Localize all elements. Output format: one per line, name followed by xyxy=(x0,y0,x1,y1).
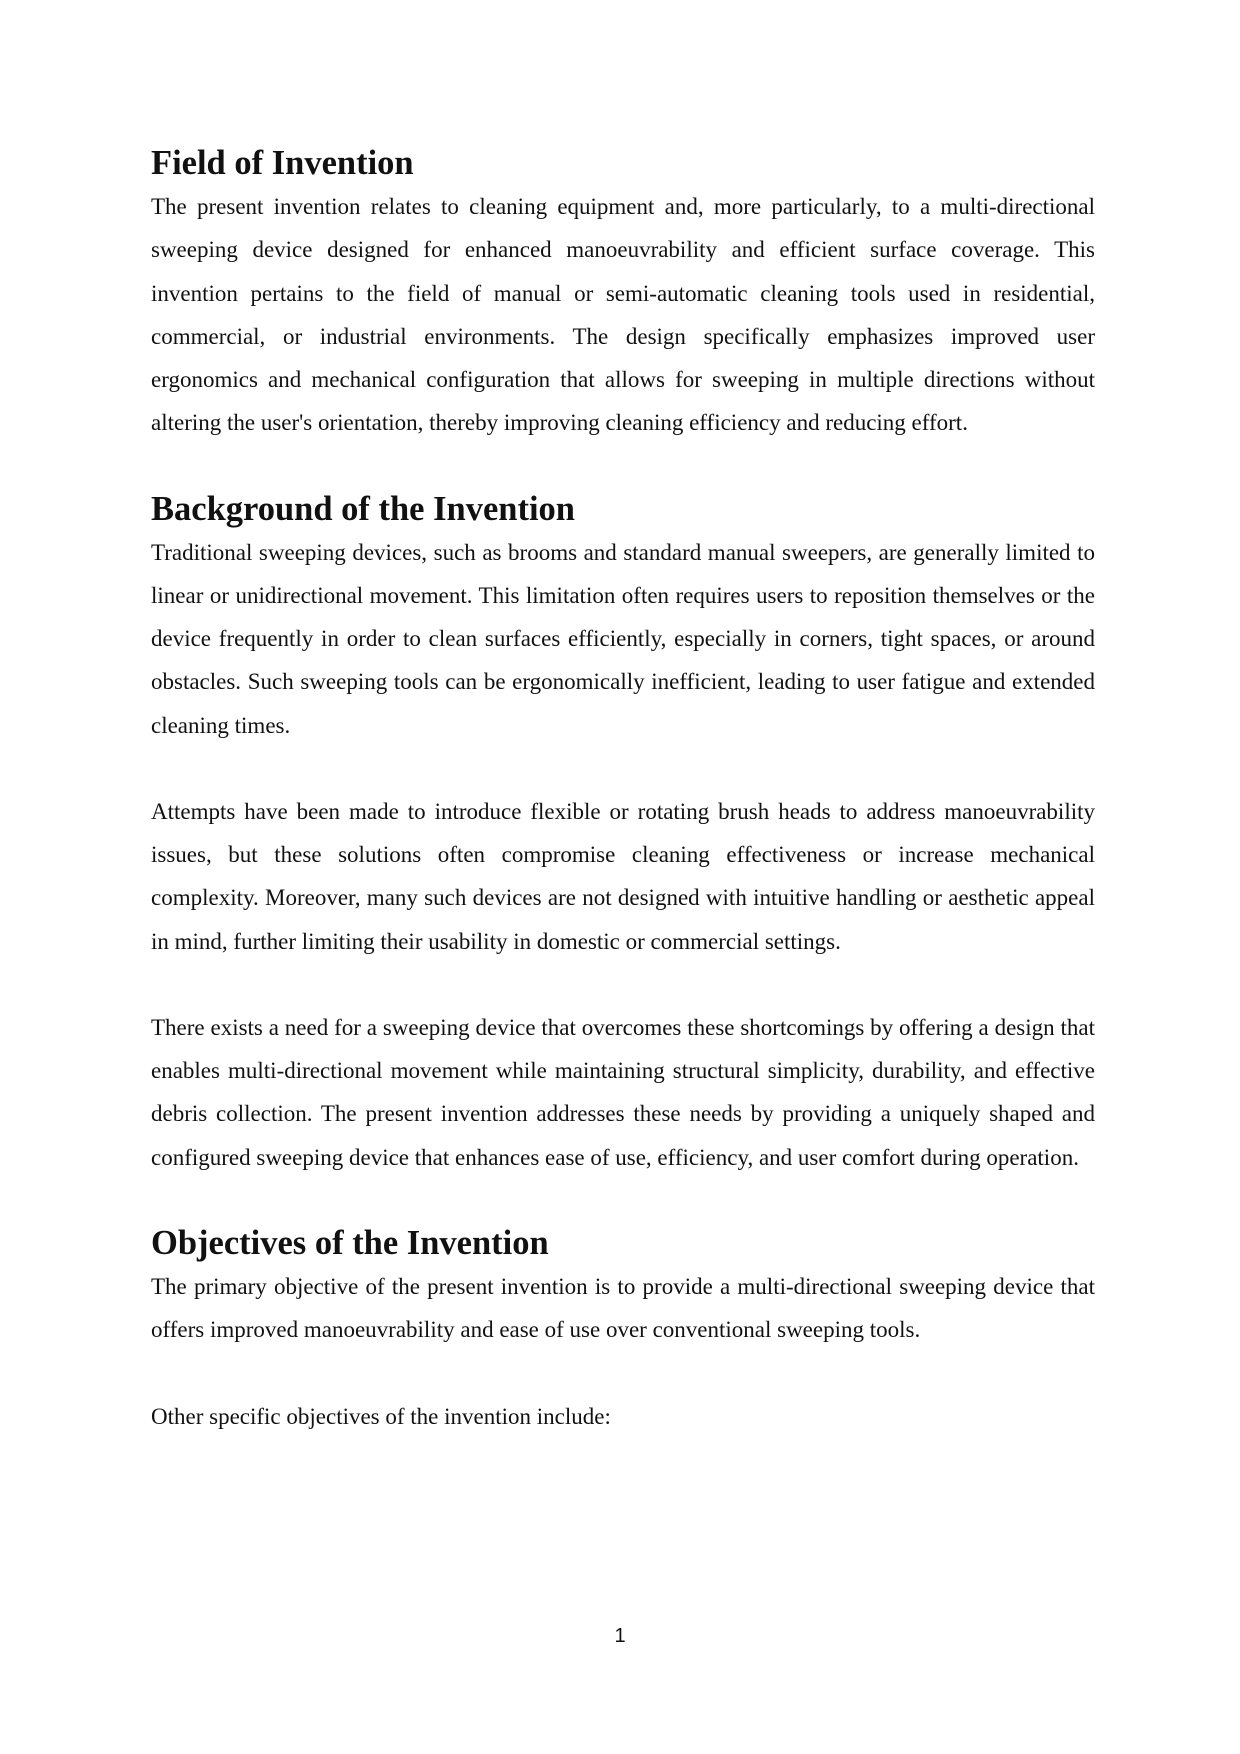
background-paragraph-1: Traditional sweeping devices, such as brooms and standard manual sweepers, are generally limited to linear or unidirectional movement. This limitation often requires users to reposition themselves or the device frequently in order to clean surfaces efficiently, especially in corners, tight spaces, or around obstacles. Such sweeping tools can be ergonomically inefficient, leading to user fatigue and extended cleaning times. xyxy=(151,539,1095,738)
field-of-invention-paragraph: The present invention relates to cleaning equipment and, more particularly, to a multi-directional sweeping device designed for enhanced manoeuvrability and efficient surface coverage. This invention pertains to the field of manual or semi-automatic cleaning tools used in residential, commercial, or industrial environments. The design specifically emphasizes improved user ergonomics and mechanical configuration that allows for sweeping in multiple directions without altering the user's orientation, thereby improving cleaning efficiency and reducing effort. xyxy=(151,194,1095,436)
paragraph-gap xyxy=(151,1352,1095,1395)
section-gap xyxy=(151,444,1095,487)
objectives-paragraph-2: Other specific objectives of the invention include: xyxy=(151,1403,611,1429)
document-body xyxy=(151,142,1095,1438)
background-paragraph-3: There exists a need for a sweeping device that overcomes these shortcomings by offering a design that enables multi-directional movement while maintaining structural simplicity, durability, and effective debris collection. The present invention addresses these needs by providing a uniquely shaped and configured sweeping device that enhances ease of use, efficiency, and user comfort during operation. xyxy=(151,1015,1095,1170)
paragraph-gap xyxy=(151,963,1095,1006)
field-of-invention-heading: Field of Invention xyxy=(151,144,414,182)
page-number: 1 xyxy=(614,1625,626,1647)
paragraph-gap xyxy=(151,747,1095,790)
section-gap xyxy=(151,1179,1095,1222)
objectives-heading: Objectives of the Invention xyxy=(151,1224,549,1263)
background-heading: Background of the Invention xyxy=(151,489,575,528)
objectives-paragraph-1: The primary objective of the present invention is to provide a multi-directional sweeping device that offers improved manoeuvrability and ease of use over conventional sweeping tools. xyxy=(151,1274,1095,1343)
background-paragraph-2: Attempts have been made to introduce flexible or rotating brush heads to address manoeuvrability issues, but these solutions often compromise cleaning effectiveness or increase mechanical complexity. Moreover, many such devices are not designed with intuitive handling or aesthetic appeal in mind, further limiting their usability in domestic or commercial settings. xyxy=(151,799,1095,954)
